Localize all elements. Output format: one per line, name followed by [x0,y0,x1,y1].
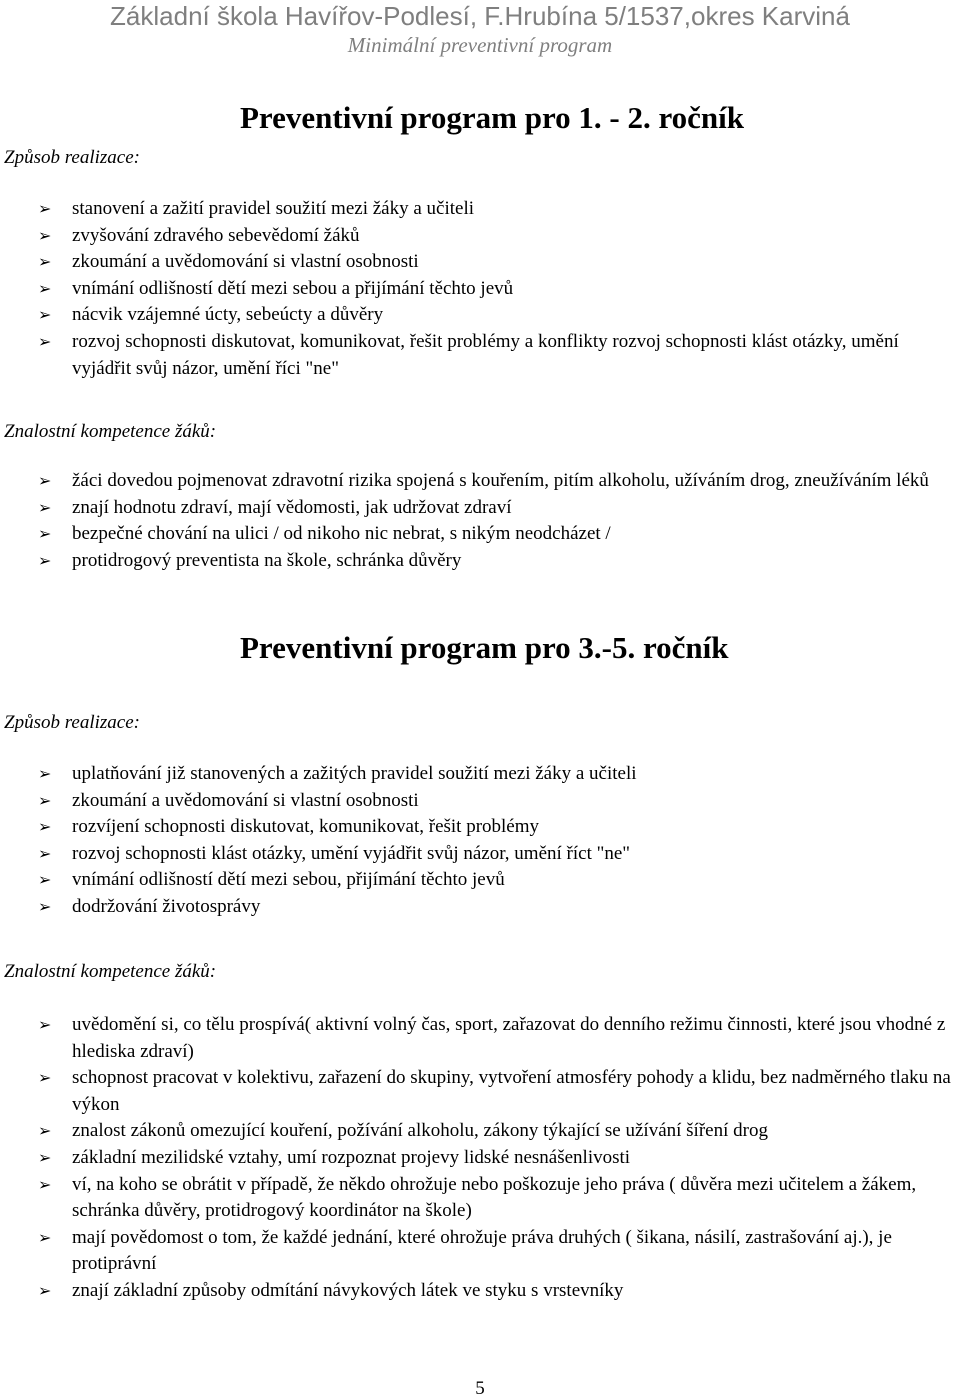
list-item [0,1065,960,1118]
list-item-text: znají základní způsoby odmítání návykových látek ve styku s vrstevníky [72,1279,624,1301]
section-title-1: Preventivní program pro 1. - 2. ročník [240,100,745,135]
list-item [0,814,960,841]
arrowhead-bullet-icon: ➢ [38,817,52,837]
list-item-text: zvyšování zdravého sebevědomí žáků [72,224,360,246]
list-item-text: uplatňování již stanovených a zažitých pravidel soužití mezi žáky a učiteli [72,763,637,784]
list-item [0,1118,960,1145]
list-item [0,761,960,788]
label-realizace-1: Způsob realizace: [4,147,140,168]
list-item-text: vnímání odlišností dětí mezi sebou, přijímání těchto jevů [72,869,505,891]
arrowhead-bullet-icon: ➢ [38,471,52,490]
list-item-text: mají povědomost o tom, že každé jednání, které ohrožuje práva druhých ( šikana, násilí, zastrašování aj.), je protiprávní [72,1226,892,1275]
list-item [0,249,960,276]
list-item-text: vnímání odlišností dětí mezi sebou a přijímání těchto jevů [72,277,514,299]
arrowhead-bullet-icon: ➢ [38,331,52,351]
list-item [0,1278,960,1305]
list-item [0,196,960,223]
list-item-text: stanovení a zažití pravidel soužití mezi žáky a učiteli [72,198,475,219]
list-item [0,841,960,868]
list-item-text: základní mezilidské vztahy, umí rozpoznat projevy lidské nesnášenlivosti [72,1146,631,1168]
arrowhead-bullet-icon: ➢ [38,896,52,916]
kompetence-list-2 [0,1012,960,1305]
arrowhead-bullet-icon: ➢ [38,252,52,272]
list-item-text: rozvoj schopnosti klást otázky, umění vyjádřit svůj názor, umění říct "ne" [72,842,631,864]
list-item-text: rozvíjení schopnosti diskutovat, komunikovat, řešit problémy [72,816,540,838]
list-item-text: protidrogový preventista na škole, schránka důvěry [72,549,462,571]
list-item [0,1172,960,1225]
page-number: 5 [475,1378,485,1399]
arrowhead-bullet-icon: ➢ [38,497,52,517]
list-item-text: schopnost pracovat v kolektivu, zařazení do skupiny, vytvoření atmosféry pohody a klidu, bez nadměrného tlaku na výkon [72,1067,951,1115]
arrowhead-bullet-icon: ➢ [38,1015,52,1034]
arrowhead-bullet-icon: ➢ [38,1121,52,1141]
section-title-2: Preventivní program pro 3.-5. ročník [240,630,729,665]
list-item-text: ví, na koho se obrátit v případě, že někdo ohrožuje nebo poškozuje jeho práva ( důvěra mezi učitelem a žákem, schránka důvěry, protidrogový koordinátor na škole) [72,1173,917,1222]
arrowhead-bullet-icon: ➢ [38,843,52,863]
arrowhead-bullet-icon: ➢ [38,764,52,783]
list-item [0,223,960,250]
school-header: Základní škola Havířov-Podlesí, F.Hrubína 5/1537,okres Karviná [110,1,850,31]
arrowhead-bullet-icon: ➢ [38,305,52,325]
list-item [0,302,960,329]
list-item-text: nácvik vzájemné úcty, sebeúcty a důvěry [72,304,384,326]
list-item [0,329,960,382]
arrowhead-bullet-icon: ➢ [38,1068,52,1088]
realizace-list-1 [0,196,960,382]
list-item-text: žáci dovedou pojmenovat zdravotní rizika spojená s kouřením, pitím alkoholu, užíváním drog, zneužíváním léků [72,470,929,491]
arrowhead-bullet-icon: ➢ [38,199,52,218]
arrowhead-bullet-icon: ➢ [38,1174,52,1194]
list-item-text: rozvoj schopnosti diskutovat, komunikovat, řešit problémy a konflikty rozvoj schopnosti klást otázky, umění vyjádřit svůj názor, umění říci "ne" [72,330,899,379]
list-item [0,867,960,894]
list-item [0,788,960,815]
list-item [0,521,960,548]
list-item-text: bezpečné chování na ulici / od nikoho nic nebrat, s nikým neodcházet / [72,523,611,545]
arrowhead-bullet-icon: ➢ [38,524,52,544]
label-kompetence-2: Znalostní kompetence žáků: [4,961,217,982]
list-item [0,1225,960,1278]
arrowhead-bullet-icon: ➢ [38,1227,52,1247]
list-item-text: dodržování životosprávy [72,895,261,917]
document-subtitle: Minimální preventivní program [347,33,613,57]
list-item-text: znají hodnotu zdraví, mají vědomosti, jak udržovat zdraví [72,496,512,518]
list-item [0,1145,960,1172]
arrowhead-bullet-icon: ➢ [38,790,52,810]
list-item-text: zkoumání a uvědomování si vlastní osobnosti [72,251,419,273]
arrowhead-bullet-icon: ➢ [38,278,52,298]
realizace-list-2 [0,761,960,921]
arrowhead-bullet-icon: ➢ [38,870,52,890]
list-item [0,276,960,303]
list-item [0,495,960,522]
arrowhead-bullet-icon: ➢ [38,1147,52,1167]
arrowhead-bullet-icon: ➢ [38,225,52,245]
list-item-text: zkoumání a uvědomování si vlastní osobnosti [72,789,419,811]
list-item [0,468,960,495]
arrowhead-bullet-icon: ➢ [38,1280,52,1300]
list-item-text: uvědomění si, co tělu prospívá( aktivní volný čas, sport, zařazovat do denního režimu činnosti, které jsou vhodné z hlediska zdraví) [72,1014,946,1062]
arrowhead-bullet-icon: ➢ [38,550,52,570]
list-item-text: znalost zákonů omezující kouření, požívání alkoholu, zákony týkající se užívání šíření drog [72,1120,768,1142]
label-kompetence-1: Znalostní kompetence žáků: [4,421,217,442]
kompetence-list-1 [0,468,960,574]
list-item [0,1012,960,1065]
label-realizace-2: Způsob realizace: [4,712,140,733]
list-item [0,894,960,921]
list-item [0,548,960,575]
